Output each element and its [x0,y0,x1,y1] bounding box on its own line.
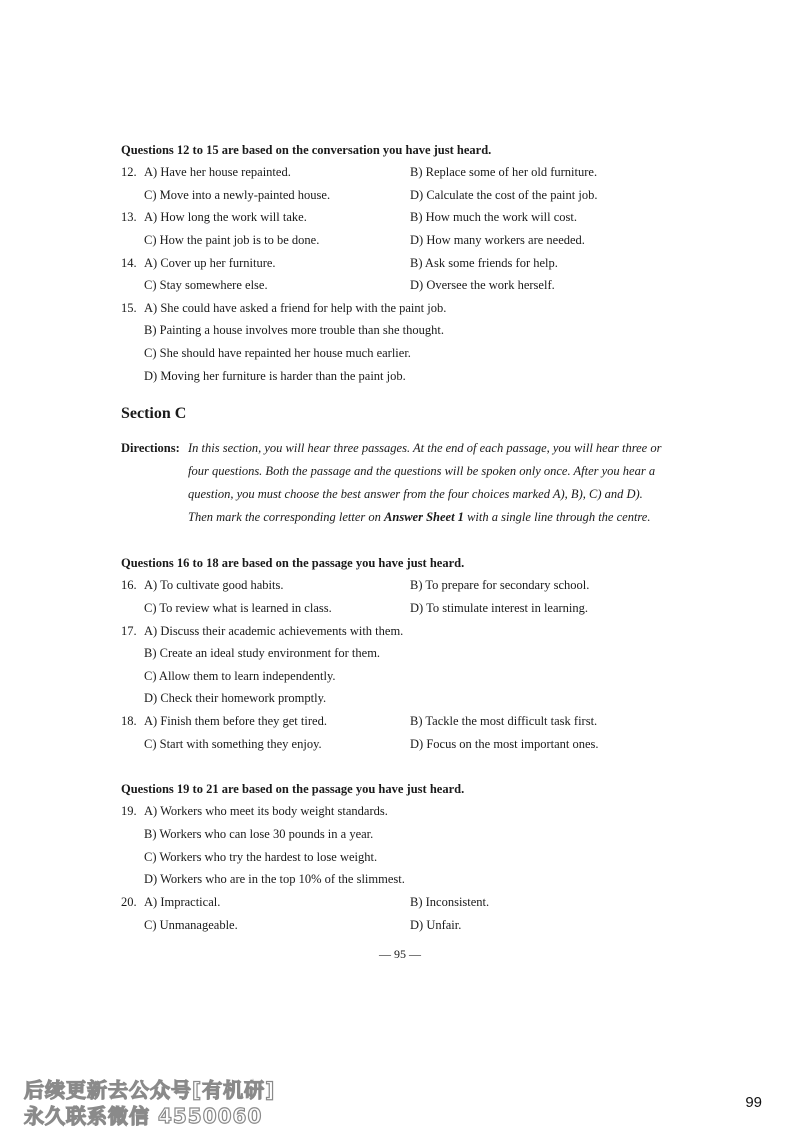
directions-line: question, you must choose the best answer from the four choices marked A), B), C) and D). [188,487,643,501]
option-b: B) Inconsistent. [410,895,490,909]
option-c: C) Allow them to learn independently. [144,669,336,683]
option-c: C) Start with something they enjoy. [144,737,322,751]
option-d: D) Workers who are in the top 10% of the slimmest. [144,872,405,886]
option-b: B) To prepare for secondary school. [410,578,590,592]
page-number: — 95 — [379,947,421,961]
question-15-row4 [0,369,800,387]
watermark-line: 永久联系微信 4550060 [24,1104,263,1128]
watermark [24,1077,275,1129]
question-20-row2 [0,918,800,936]
option-d: D) Unfair. [410,918,462,932]
option-d: D) Check their homework promptly. [144,691,327,705]
option-a: A) Have her house repainted. [144,165,291,179]
option-b: B) How much the work will cost. [410,210,577,224]
option-b: B) Replace some of her old furniture. [410,165,598,179]
question-number: 12. [121,165,137,179]
option-d: D) Focus on the most important ones. [410,737,599,751]
option-a: A) Workers who meet its body weight standards. [144,804,388,818]
option-a: A) Impractical. [144,895,221,909]
question-17-row1 [0,624,800,642]
question-group-heading: Questions 16 to 18 are based on the passage you have just heard. [121,556,465,570]
question-14-row2 [0,278,800,296]
question-18-row2 [0,737,800,755]
option-d: D) Oversee the work herself. [410,278,555,292]
question-number: 18. [121,714,137,728]
answer-sheet-emphasis: Answer Sheet 1 [384,510,464,524]
question-13-row2 [0,233,800,251]
question-16-row1 [0,578,800,596]
question-group-heading: Questions 12 to 15 are based on the conversation you have just heard. [121,143,492,157]
question-number: 19. [121,804,137,818]
question-17-row3 [0,669,800,687]
question-12-row1 [0,165,800,183]
question-12-row2 [0,188,800,206]
option-c: C) Move into a newly-painted house. [144,188,331,202]
directions-line: In this section, you will hear three passages. At the end of each passage, you will hear three or [188,441,662,455]
watermark-line: 后续更新去公众号[有机研] [24,1078,276,1102]
question-number: 14. [121,256,137,270]
option-d: D) How many workers are needed. [410,233,585,247]
question-17-row2 [0,646,800,664]
question-number: 16. [121,578,137,592]
option-c: C) She should have repainted her house much earlier. [144,346,411,360]
question-number: 13. [121,210,137,224]
option-a: A) How long the work will take. [144,210,307,224]
question-17-row4 [0,691,800,709]
option-d: D) Moving her furniture is harder than the paint job. [144,369,406,383]
section-title: Section C [121,405,187,422]
option-c: C) Unmanageable. [144,918,238,932]
question-14-row1 [0,256,800,274]
option-b: B) Tackle the most difficult task first. [410,714,598,728]
option-b: B) Workers who can lose 30 pounds in a year. [144,827,374,841]
option-b: B) Create an ideal study environment for them. [144,646,381,660]
option-a: A) Cover up her furniture. [144,256,276,270]
question-number: 20. [121,895,137,909]
question-15-row2 [0,323,800,341]
option-b: B) Painting a house involves more trouble than she thought. [144,323,444,337]
question-15-row3 [0,346,800,364]
question-18-row1 [0,714,800,732]
option-c: C) To review what is learned in class. [144,601,332,615]
question-20-row1 [0,895,800,913]
option-b: B) Ask some friends for help. [410,256,558,270]
question-group-heading: Questions 19 to 21 are based on the passage you have just heard. [121,782,465,796]
directions-text: with a single line through the centre. [463,510,651,524]
option-d: D) Calculate the cost of the paint job. [410,188,598,202]
corner-page-number: 99 [745,1094,762,1111]
question-number: 17. [121,624,137,638]
directions-text: Then mark the corresponding letter on [188,510,385,524]
question-19-row1 [0,804,800,822]
directions-line [188,510,651,525]
option-a: A) Discuss their academic achievements with them. [144,624,404,638]
question-19-row3 [0,850,800,868]
question-19-row4 [0,872,800,890]
question-13-row1 [0,210,800,228]
option-c: C) How the paint job is to be done. [144,233,320,247]
directions-line: four questions. Both the passage and the questions will be spoken only once. After you hear a [188,464,656,478]
option-c: C) Workers who try the hardest to lose weight. [144,850,378,864]
option-a: A) She could have asked a friend for help with the paint job. [144,301,447,315]
directions-label: Directions: [121,441,180,455]
question-15-row1 [0,301,800,319]
question-19-row2 [0,827,800,845]
option-d: D) To stimulate interest in learning. [410,601,589,615]
question-number: 15. [121,301,137,315]
option-a: A) To cultivate good habits. [144,578,284,592]
question-16-row2 [0,601,800,619]
option-c: C) Stay somewhere else. [144,278,268,292]
option-a: A) Finish them before they get tired. [144,714,327,728]
